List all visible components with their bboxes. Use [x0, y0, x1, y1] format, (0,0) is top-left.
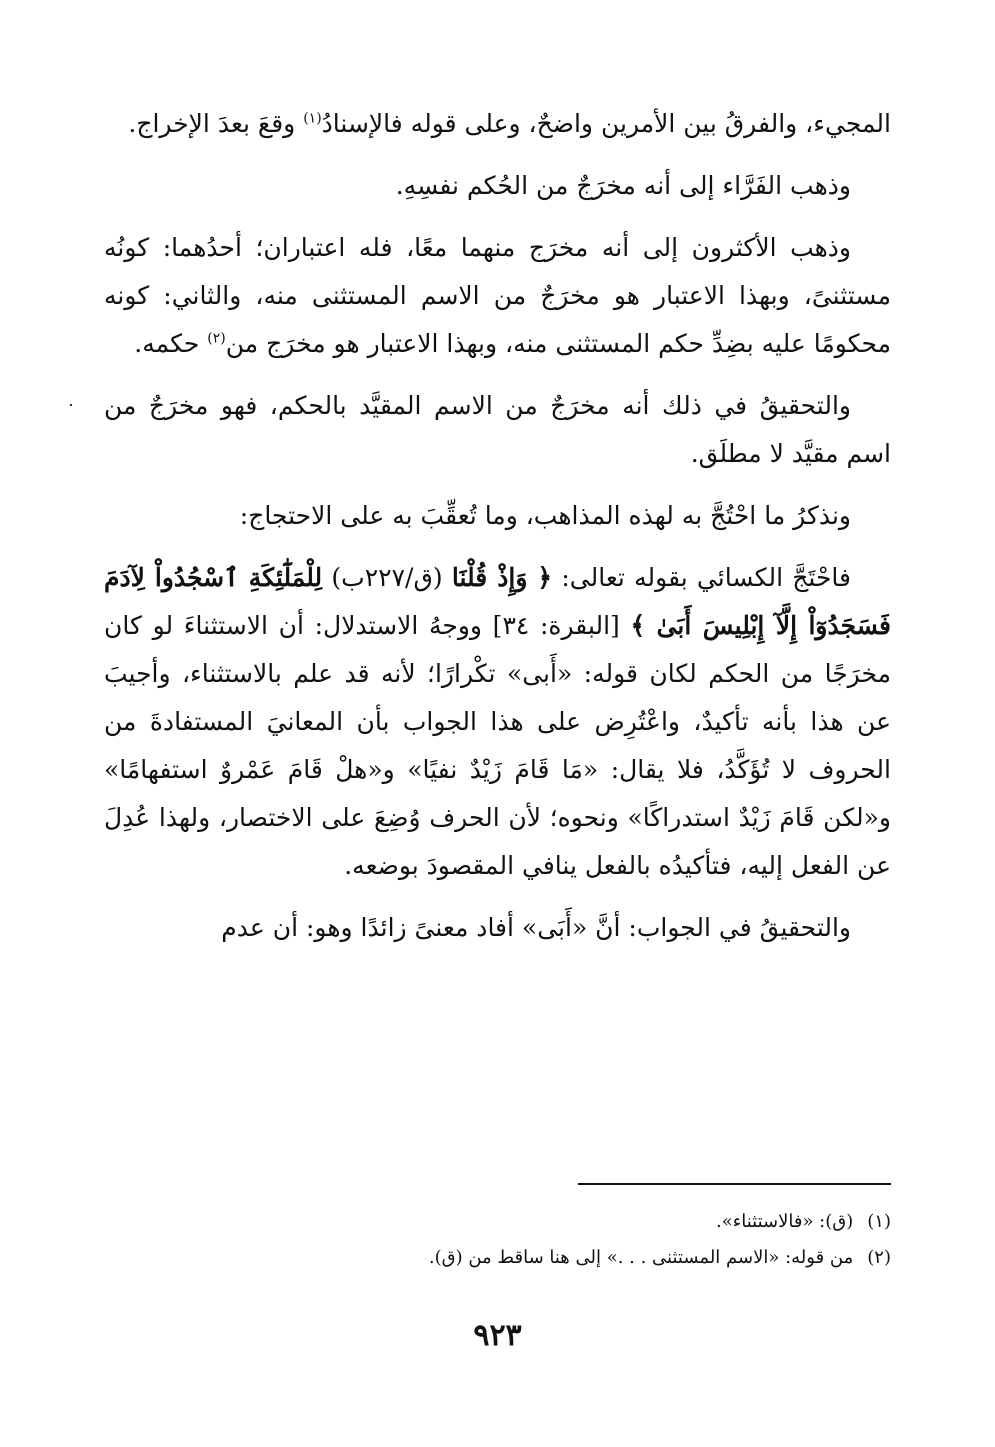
manuscript-ref: (ق/٢٢٧ب) — [322, 563, 452, 592]
paragraph-6-text: ووجهُ الاستدلال: أن الاستثناءَ لو كان مخرَجًا من الحكم لكان قوله: «أَبى» تكْرارًا؛ لأنه قد علم بالاستثناء، وأجيبَ عن هذا بأنه تأكيدٌ، واعْتُرِض على هذا الجواب بأن المعانيَ المستفادةَ من الحروف لا تُؤَكَّدُ، فلا يقال: «مَا قَامَ زَيْدٌ نفيًا» و«هلْ قَامَ عَمْروٌ استفهامًا» و«لكن قَامَ زَيْدٌ استدراكًا» ونحوه؛ لأن الحرف وُضِعَ على الاختصار، ولهذا عُدِلَ عن الفعل إليه، فتأكيدُه بالفعل ينافي المقصودَ بوضعه. — [104, 611, 891, 880]
paragraph-5: ونذكرُ ما احْتُجَّ به لهذه المذاهب، وما تُعقِّبَ به على الاحتجاج: — [239, 501, 851, 530]
page-number: ٩٢٣ — [473, 1318, 522, 1353]
paragraph-1-text-end: وقعَ بعدَ الإخراج. — [128, 109, 304, 138]
quran-verse-start: ﴿ وَإِذْ قُلْنَا — [451, 563, 553, 592]
footnotes — [104, 1207, 891, 1279]
scan-speck — [70, 404, 72, 406]
main-text — [104, 100, 891, 966]
footnote-2-text: من قوله: «الاسم المستثنى . . .» إلى هنا ساقط من (ق). — [428, 1247, 854, 1268]
paragraph-6-intro: فاحْتَجَّ الكسائي بقوله تعالى: — [552, 563, 851, 592]
footnote-1-text: (ق): «فالاستثناء». — [716, 1211, 854, 1232]
paragraph-3 — [104, 224, 891, 368]
paragraph-7: والتحقيقُ في الجواب: أنَّ «أَبَى» أفاد معنىً زائدًا وهو: أن عدم — [221, 913, 851, 942]
paragraph-4: والتحقيقُ في ذلك أنه مخرَجٌ من الاسم المقيَّد بالحكم، فهو مخرَجٌ من اسم مقيَّد لا مطلَق. — [104, 391, 891, 468]
footnote-1 — [104, 1207, 891, 1237]
footnote-1-number: (١) — [867, 1211, 891, 1232]
quran-verse-end: لِلْمَلَٰٓئِكَةِ ٱسْجُدُواْ لِآدَمَ فَسَجَدُوٓاْ إِلَّآ إِبْلِيسَ أَبَىٰ ﴾ — [104, 563, 891, 640]
footnote-2-number: (٢) — [867, 1247, 891, 1268]
footnote-ref-1: (١) — [303, 110, 322, 127]
paragraph-2: وذهب الفَرَّاء إلى أنه مخرَجٌ من الحُكم نفسِهِ. — [395, 171, 851, 200]
verse-citation: [البقرة: ٣٤] — [481, 611, 631, 640]
paragraph-6 — [104, 554, 891, 890]
paragraph-1-text: المجيء، والفرقُ بين الأمرين واضحٌ، وعلى قوله فالإسنادُ — [321, 109, 891, 138]
paragraph-3-text-end: حكمه. — [134, 329, 208, 358]
paragraph-3-text: وذهب الأكثرون إلى أنه مخرَج منهما معًا، فله اعتباران؛ أحدُهما: كونُه مستثنىً، وبهذا الاعتبار هو مخرَجٌ من الاسم المستثنى منه، والثاني: كونه محكومًا عليه بضِدِّ حكم المستثنى منه، وبهذا الاعتبار هو مخرَج من — [104, 233, 891, 358]
footnote-ref-2: (٢) — [207, 330, 226, 347]
footnote-divider — [578, 1183, 891, 1185]
footnote-2 — [104, 1243, 891, 1273]
paragraph-1 — [104, 100, 891, 148]
